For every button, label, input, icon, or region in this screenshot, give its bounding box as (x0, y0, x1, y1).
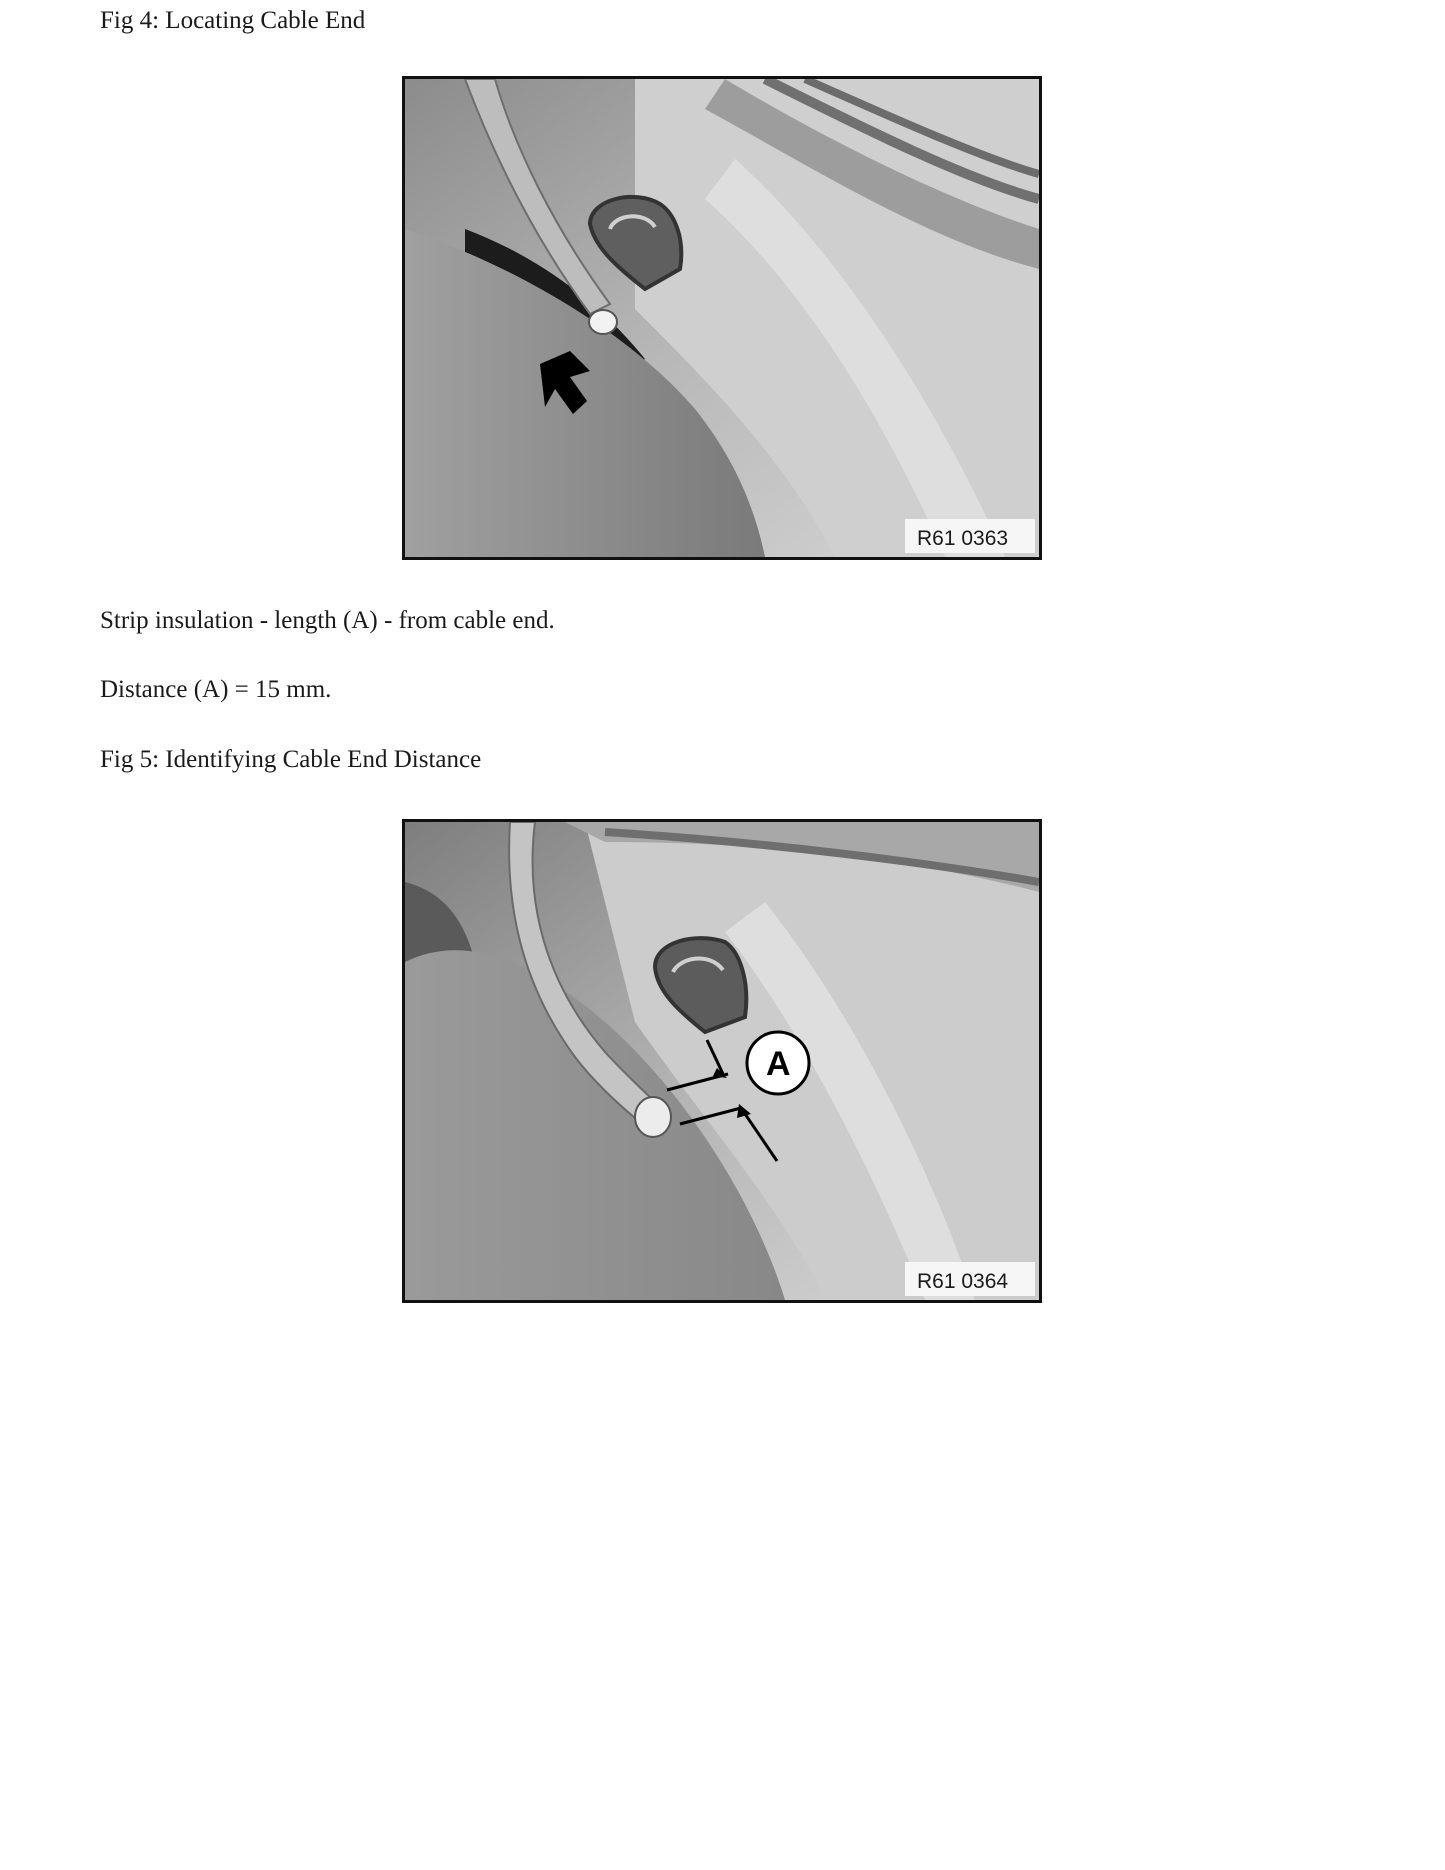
fig5-ref-code: R61 0364 (917, 1270, 1009, 1293)
fig5-caption: Fig 5: Identifying Cable End Distance (100, 746, 482, 773)
fig4-image (402, 76, 1042, 560)
distance-text: Distance (A) = 15 mm. (100, 676, 332, 703)
fig5-image (402, 819, 1042, 1303)
instruction-text: Strip insulation - length (A) - from cable end. (100, 607, 555, 634)
fig4-ref-code: R61 0363 (917, 527, 1009, 550)
fig5-marker-a: A (766, 1045, 791, 1083)
fig4-caption: Fig 4: Locating Cable End (100, 7, 366, 34)
